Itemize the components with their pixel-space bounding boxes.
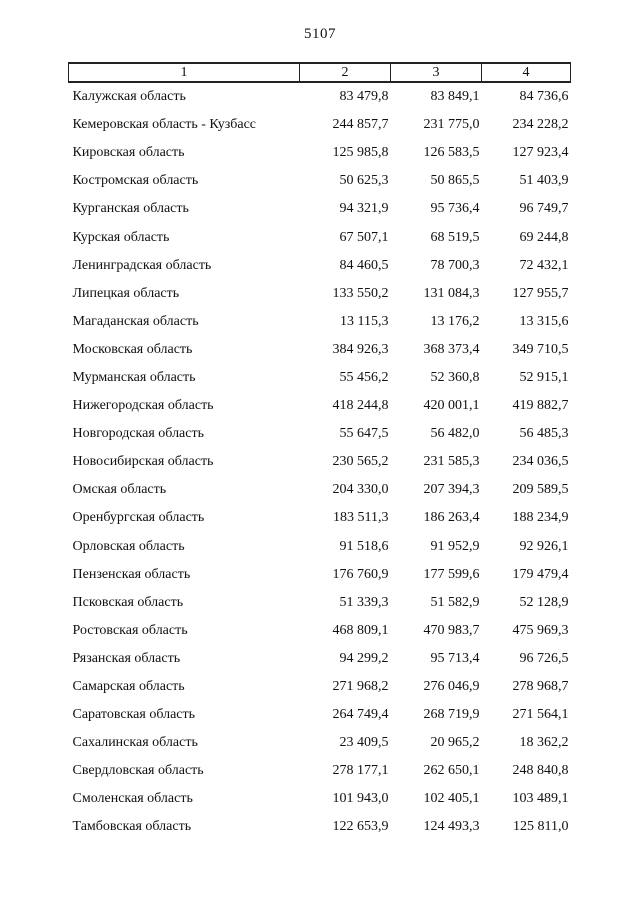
region-name-cell: Ленинградская область xyxy=(72,257,212,273)
value-col-2-cell: 204 330,0 xyxy=(332,482,389,498)
value-col-2-cell: 55 647,5 xyxy=(339,426,389,442)
value-col-3-cell: 95 736,4 xyxy=(430,201,480,217)
value-col-4-cell: 127 955,7 xyxy=(512,285,569,301)
value-col-3-cell: 268 719,9 xyxy=(423,707,480,723)
table-row xyxy=(69,617,571,645)
table-row xyxy=(69,589,571,617)
page-number: 5107 xyxy=(304,26,336,42)
value-col-4-cell: 56 485,3 xyxy=(519,426,569,442)
table-body xyxy=(69,82,571,842)
header-col-1: 1 xyxy=(69,63,300,82)
table-row xyxy=(69,252,571,280)
table-row xyxy=(69,504,571,532)
value-col-4-cell: 69 244,8 xyxy=(519,229,569,245)
table-row xyxy=(69,729,571,757)
value-col-3-cell: 56 482,0 xyxy=(430,426,480,442)
value-col-4-cell: 234 036,5 xyxy=(512,454,569,470)
value-col-2-cell: 13 115,3 xyxy=(340,313,389,329)
table-header xyxy=(69,63,571,82)
region-name-cell: Мурманская область xyxy=(72,369,196,385)
value-col-2-cell: 55 456,2 xyxy=(339,369,389,385)
region-name-cell: Курганская область xyxy=(72,201,189,217)
value-col-3-cell: 276 046,9 xyxy=(423,679,480,695)
table-row xyxy=(69,420,571,448)
region-name-cell: Смоленская область xyxy=(72,791,193,807)
region-name-cell: Магаданская область xyxy=(72,313,199,329)
table-row xyxy=(69,533,571,561)
region-name-cell: Курская область xyxy=(72,229,170,245)
value-col-4-cell: 52 128,9 xyxy=(519,594,569,610)
region-name-cell: Свердловская область xyxy=(72,763,204,779)
value-col-3-cell: 207 394,3 xyxy=(423,482,480,498)
value-col-4-cell: 127 923,4 xyxy=(512,145,569,161)
value-col-2-cell: 67 507,1 xyxy=(339,229,389,245)
region-name-cell: Нижегородская область xyxy=(72,398,214,414)
value-col-4-cell: 96 749,7 xyxy=(519,201,569,217)
value-col-4-cell: 13 315,6 xyxy=(519,313,569,329)
table-row xyxy=(69,448,571,476)
region-name-cell: Новгородская область xyxy=(72,426,204,442)
region-name-cell: Сахалинская область xyxy=(72,735,198,751)
region-name-cell: Липецкая область xyxy=(72,285,180,301)
table-row xyxy=(69,364,571,392)
value-col-2-cell: 23 409,5 xyxy=(339,735,389,751)
value-col-3-cell: 78 700,3 xyxy=(430,257,480,273)
region-name-cell: Кемеровская область - Кузбасс xyxy=(72,117,257,133)
table-row xyxy=(69,82,571,111)
value-col-3-cell: 102 405,1 xyxy=(423,791,480,807)
region-name-cell: Костромская область xyxy=(72,173,199,189)
region-name-cell: Орловская область xyxy=(72,538,185,554)
value-col-4-cell: 18 362,2 xyxy=(519,735,569,751)
value-col-4-cell: 125 811,0 xyxy=(513,819,569,835)
table-row xyxy=(69,308,571,336)
region-name-cell: Оренбургская область xyxy=(72,510,205,526)
header-col-3: 3 xyxy=(391,63,482,82)
value-col-3-cell: 420 001,1 xyxy=(423,398,480,414)
value-col-4-cell: 188 234,9 xyxy=(512,510,569,526)
region-name-cell: Самарская область xyxy=(72,679,185,695)
header-row xyxy=(69,63,571,82)
table-row xyxy=(69,813,571,841)
value-col-3-cell: 131 084,3 xyxy=(423,285,480,301)
value-col-4-cell: 103 489,1 xyxy=(512,791,569,807)
value-col-4-cell: 209 589,5 xyxy=(512,482,569,498)
table-row xyxy=(69,111,571,139)
table-row xyxy=(69,167,571,195)
region-name-cell: Псковская область xyxy=(72,594,184,610)
table-row xyxy=(69,701,571,729)
value-col-2-cell: 101 943,0 xyxy=(332,791,389,807)
value-col-3-cell: 368 373,4 xyxy=(423,341,480,357)
value-col-2-cell: 133 550,2 xyxy=(332,285,389,301)
data-table xyxy=(68,62,571,842)
table-row xyxy=(69,139,571,167)
table-row xyxy=(69,757,571,785)
value-col-2-cell: 244 857,7 xyxy=(332,117,389,133)
region-name-cell: Новосибирская область xyxy=(72,454,214,470)
value-col-4-cell: 475 969,3 xyxy=(512,622,569,638)
value-col-4-cell: 92 926,1 xyxy=(519,538,569,554)
value-col-3-cell: 186 263,4 xyxy=(423,510,480,526)
table-row xyxy=(69,195,571,223)
value-col-4-cell: 419 882,7 xyxy=(512,398,569,414)
value-col-2-cell: 278 177,1 xyxy=(332,763,389,779)
value-col-3-cell: 231 775,0 xyxy=(423,117,480,133)
value-col-2-cell: 183 511,3 xyxy=(333,510,389,526)
value-col-2-cell: 51 339,3 xyxy=(339,594,389,610)
value-col-3-cell: 50 865,5 xyxy=(430,173,480,189)
value-col-3-cell: 262 650,1 xyxy=(423,763,480,779)
value-col-2-cell: 125 985,8 xyxy=(332,145,389,161)
region-name-cell: Рязанская область xyxy=(72,650,181,666)
table-row xyxy=(69,280,571,308)
value-col-2-cell: 271 968,2 xyxy=(332,679,389,695)
value-col-4-cell: 72 432,1 xyxy=(519,257,569,273)
value-col-2-cell: 91 518,6 xyxy=(339,538,389,554)
value-col-2-cell: 94 321,9 xyxy=(339,201,389,217)
region-name-cell: Калужская область xyxy=(72,89,186,105)
value-col-4-cell: 349 710,5 xyxy=(512,341,569,357)
region-name-cell: Московская область xyxy=(72,341,193,357)
value-col-3-cell: 51 582,9 xyxy=(430,594,480,610)
value-col-2-cell: 418 244,8 xyxy=(332,398,389,414)
table-row xyxy=(69,673,571,701)
region-name-cell: Пензенская область xyxy=(72,566,191,582)
header-col-4: 4 xyxy=(482,63,571,82)
region-name-cell: Саратовская область xyxy=(72,707,196,723)
value-col-3-cell: 13 176,2 xyxy=(430,313,480,329)
value-col-3-cell: 231 585,3 xyxy=(423,454,480,470)
value-col-2-cell: 94 299,2 xyxy=(339,650,389,666)
header-col-2: 2 xyxy=(300,63,391,82)
region-name-cell: Тамбовская область xyxy=(72,819,192,835)
table-row xyxy=(69,392,571,420)
table-row xyxy=(69,476,571,504)
value-col-2-cell: 468 809,1 xyxy=(332,622,389,638)
table-row xyxy=(69,561,571,589)
value-col-3-cell: 95 713,4 xyxy=(430,650,480,666)
value-col-4-cell: 278 968,7 xyxy=(512,679,569,695)
value-col-3-cell: 20 965,2 xyxy=(430,735,480,751)
value-col-2-cell: 122 653,9 xyxy=(332,819,389,835)
value-col-3-cell: 126 583,5 xyxy=(423,145,480,161)
value-col-3-cell: 83 849,1 xyxy=(430,89,480,105)
value-col-4-cell: 52 915,1 xyxy=(519,369,569,385)
value-col-2-cell: 230 565,2 xyxy=(332,454,389,470)
table-row xyxy=(69,336,571,364)
value-col-3-cell: 68 519,5 xyxy=(430,229,480,245)
value-col-2-cell: 83 479,8 xyxy=(339,89,389,105)
value-col-3-cell: 52 360,8 xyxy=(430,369,480,385)
table-row xyxy=(69,785,571,813)
value-col-3-cell: 470 983,7 xyxy=(423,622,480,638)
value-col-3-cell: 124 493,3 xyxy=(423,819,480,835)
value-col-4-cell: 179 479,4 xyxy=(512,566,569,582)
value-col-2-cell: 384 926,3 xyxy=(332,341,389,357)
table-row xyxy=(69,223,571,251)
value-col-2-cell: 264 749,4 xyxy=(332,707,389,723)
region-name-cell: Ростовская область xyxy=(72,622,188,638)
value-col-2-cell: 176 760,9 xyxy=(332,566,389,582)
value-col-4-cell: 248 840,8 xyxy=(512,763,569,779)
region-name-cell: Омская область xyxy=(72,482,167,498)
value-col-2-cell: 50 625,3 xyxy=(339,173,389,189)
value-col-4-cell: 96 726,5 xyxy=(519,650,569,666)
value-col-2-cell: 84 460,5 xyxy=(339,257,389,273)
value-col-4-cell: 84 736,6 xyxy=(519,89,569,105)
table-row xyxy=(69,645,571,673)
value-col-3-cell: 177 599,6 xyxy=(423,566,480,582)
value-col-4-cell: 51 403,9 xyxy=(519,173,569,189)
value-col-3-cell: 91 952,9 xyxy=(430,538,480,554)
value-col-4-cell: 271 564,1 xyxy=(512,707,569,723)
value-col-4-cell: 234 228,2 xyxy=(512,117,569,133)
region-name-cell: Кировская область xyxy=(72,145,185,161)
